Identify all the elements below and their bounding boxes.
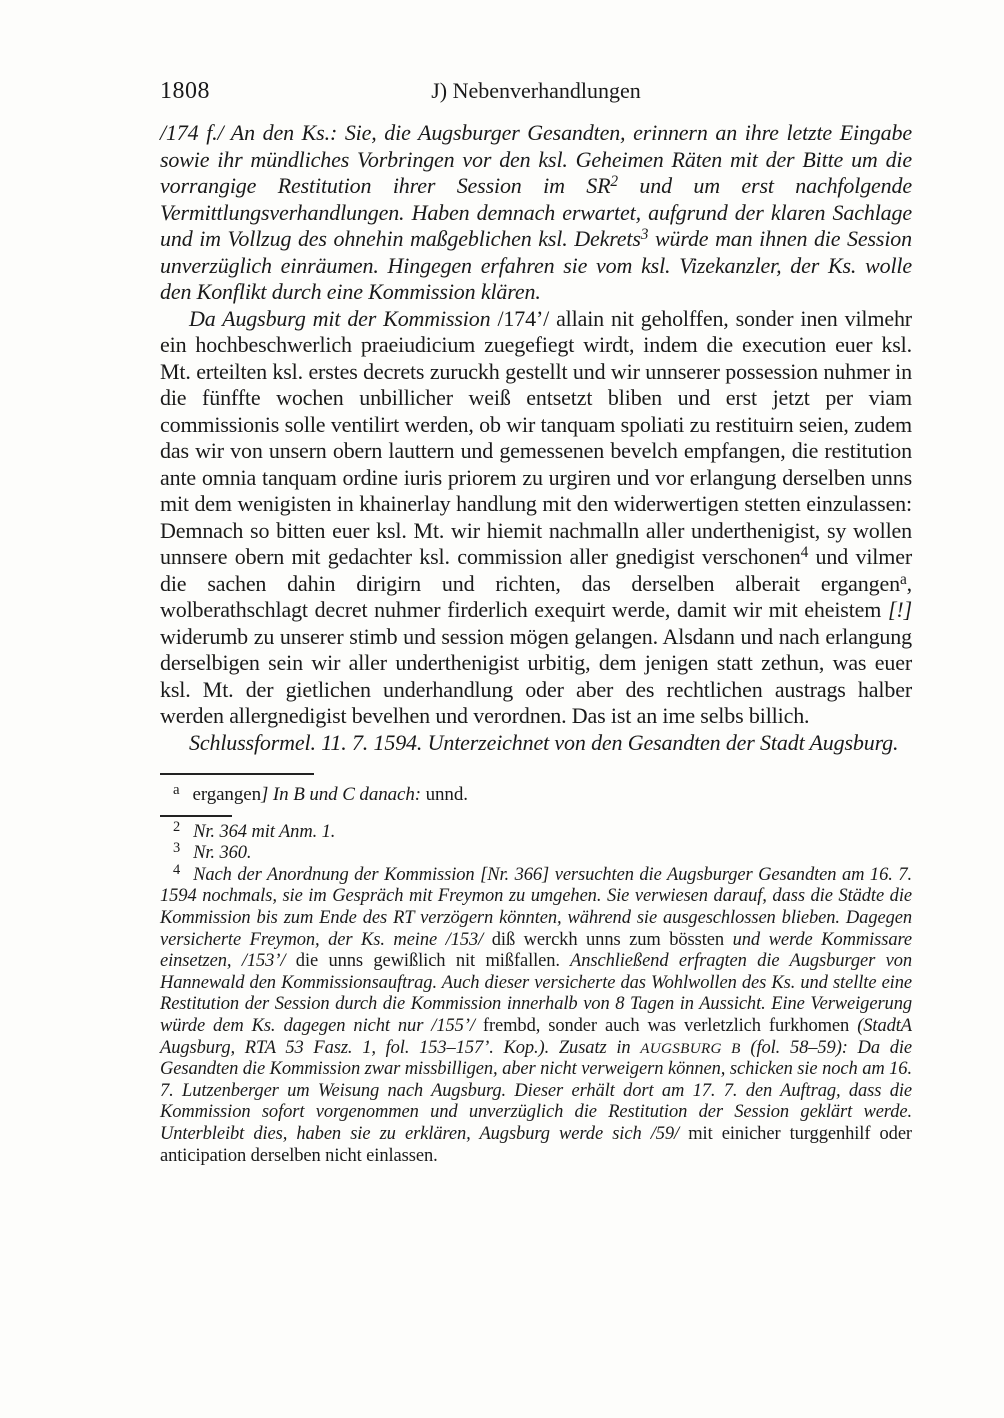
footnote-marker: 4 <box>173 861 181 878</box>
text-run: , wolberathschlagt decret nuhmer firderlich exequirt werde, damit wir mit eheistem <box>160 570 912 622</box>
footnote <box>160 840 912 865</box>
text-run: [!] <box>888 597 912 622</box>
page-number: 1808 <box>160 78 210 104</box>
text-run: Anschließend erfragten die Augsburger von Hannewald den Kommissionsauftrag. Auch dieser versicherte das Wohlwollen des Ks. und stellte eine Restitution der Session durch die Kommission innerhalb von 8 Tagen in Aussicht. Eine Verweigerung würde dem Ks. dagegen nicht nur /155’/ <box>160 951 912 1036</box>
text-run: (fol. 58–59): Da die Gesandten die Kommission zwar missbilligen, aber nicht verweigern können, schicken sie noch am 16. 7. Lutzenberger um Weisung nach Augsburg. Dieser erhält dort am 17. 7. den Auftrag, dass die Kommission sofort vorgenommen und unverzüglich die Restitution der Session geklärt werde. Unterbleibt dies, haben sie zu erklären, Augsburg werde sich /59/ <box>160 1037 913 1144</box>
text-run: Schlussformel. 11. 7. 1594. Unterzeichnet von den Gesandten der Stadt Augsburg. <box>189 729 899 755</box>
text-run: /174’/ allain nit geholffen, sonder inen vilmehr ein hochbeschwerlich praeiudicium zuegefiegt wirdt, indem die execution euer ksl. Mt. erteilten ksl. erstes decrets zuruckh gestellt und wir unnserer possession nuhmer in die fünffte wochen unbillicher weiß entsetzt bliben und erst jetzt per viam commissionis solle ventilirt werden, ob wir tanquam spoliati zu restituirn seien, zudem das wir von unsern obern lauttern und gemessenen bevelch empfangen, die restitution ante omnia tanquam ordine iuris priorem zu urgiren und vor erlangung derselben unns mit dem wenigisten in khainerlay handlung mit den widerwertigen stetten einzulassen: Demnach so bitten euer ksl. Mt. wir hiemit nachmalln aller underthenigist, sy wollen unnsere obern mit gedachter ksl. commission aller gnedigist verschonen <box>160 305 912 569</box>
text-run: ergangen <box>192 784 261 805</box>
footnotes-separator-rule <box>160 815 232 817</box>
text-run: (StadtA Augsburg, RTA 53 Fasz. 1, fol. 153–157’. Kop.). Zusatz in <box>160 1015 912 1058</box>
text-run: und werde Kommissare einsetzen, /153’/ <box>160 929 912 972</box>
text-run: frembd, sonder auch was verletzlich furkhomen <box>482 1015 850 1036</box>
footnote-marker: 3 <box>173 840 181 857</box>
text-run: Nr. 360. <box>193 843 252 864</box>
text-run: widerumb zu unserer stimb und session mögen gelangen. Alsdann und nach erlangung derselbigen sein wir aller underthenigist urbitig, dem jenigen statt zethun, was euer ksl. Mt. der gietlichen underhandlung oder aber des rechtlichen austrags halber werden allergnedigist bevelhen und verordnen. Das ist an ime selbs billich. <box>160 623 912 728</box>
paragraph <box>160 306 912 730</box>
text-run: 2 <box>610 173 618 191</box>
text-run: 4 <box>800 544 809 562</box>
footnote-marker: 2 <box>173 818 181 835</box>
footnotes-block <box>160 818 913 1168</box>
text-run: Da Augsburg mit der Kommission <box>189 305 491 331</box>
text-run: und um erst nachfolgende Vermittlungsverhandlungen. Haben demnach erwartet, aufgrund der klaren Sachlage und im Vollzug des ohnehin maßgeblichen ksl. Dekrets <box>160 173 912 251</box>
paragraph <box>160 730 912 757</box>
text-run: 3 <box>640 226 649 244</box>
text-run: unnd. <box>420 784 468 805</box>
text-run: Nach der Anordnung der Kommission [Nr. 366] versuchten die Augsburger Gesandten am 16. 7. 1594 nochmals, sie im Gespräch mit Freymon zu umgehen. Sie verwiesen darauf, dass die Städte die Kommission bis zum Ende des RT verzögern könnten, während sie ausgeschlossen blieben. Dagegen versicherte Freymon, der Ks. meine /153/ <box>160 864 912 950</box>
text-run: Nr. 364 mit Anm. 1. <box>193 821 336 842</box>
running-head: J) Nebenverhandlungen <box>431 78 641 103</box>
main-text-block <box>160 120 912 756</box>
text-run: würde man ihnen die Session unverzüglich einräumen. Hingegen erfahren sie vom ksl. Vizekanzler, der Ks. wolle den Konflikt durch eine Kommission klären. <box>160 226 912 304</box>
text-run: ] In B und C danach: <box>260 784 421 805</box>
paragraph <box>160 120 912 306</box>
apparatus-note-line <box>160 781 912 806</box>
footnote-marker: a <box>173 781 180 798</box>
apparatus-note <box>160 781 912 806</box>
text-run: die unns gewißlich nit mißfallen. <box>295 951 560 972</box>
text-run: mit einicher turggenhilf oder anticipation derselben nicht einlassen. <box>160 1123 912 1166</box>
text-run: AUGSBURG B <box>640 1039 741 1057</box>
text-run: a <box>899 570 907 588</box>
apparatus-separator-rule <box>160 773 314 775</box>
text-run: diß werckh unns zum bössten <box>491 929 725 950</box>
page-header <box>160 78 912 108</box>
text-run: /174 f./ An den Ks.: Sie, die Augsburger Gesandten, erinnern an ihre letzte Eingabe sowie ihr mündliches Vorbringen vor den ksl. Geheimen Räten mit der Bitte um die vorrangige Restitution ihrer Session im SR <box>160 120 912 198</box>
footnote <box>160 861 913 1167</box>
text-run: und vilmer die sachen dahin dirigirn und richten, das derselben alberait ergangen <box>160 544 912 596</box>
footnote <box>160 818 912 844</box>
